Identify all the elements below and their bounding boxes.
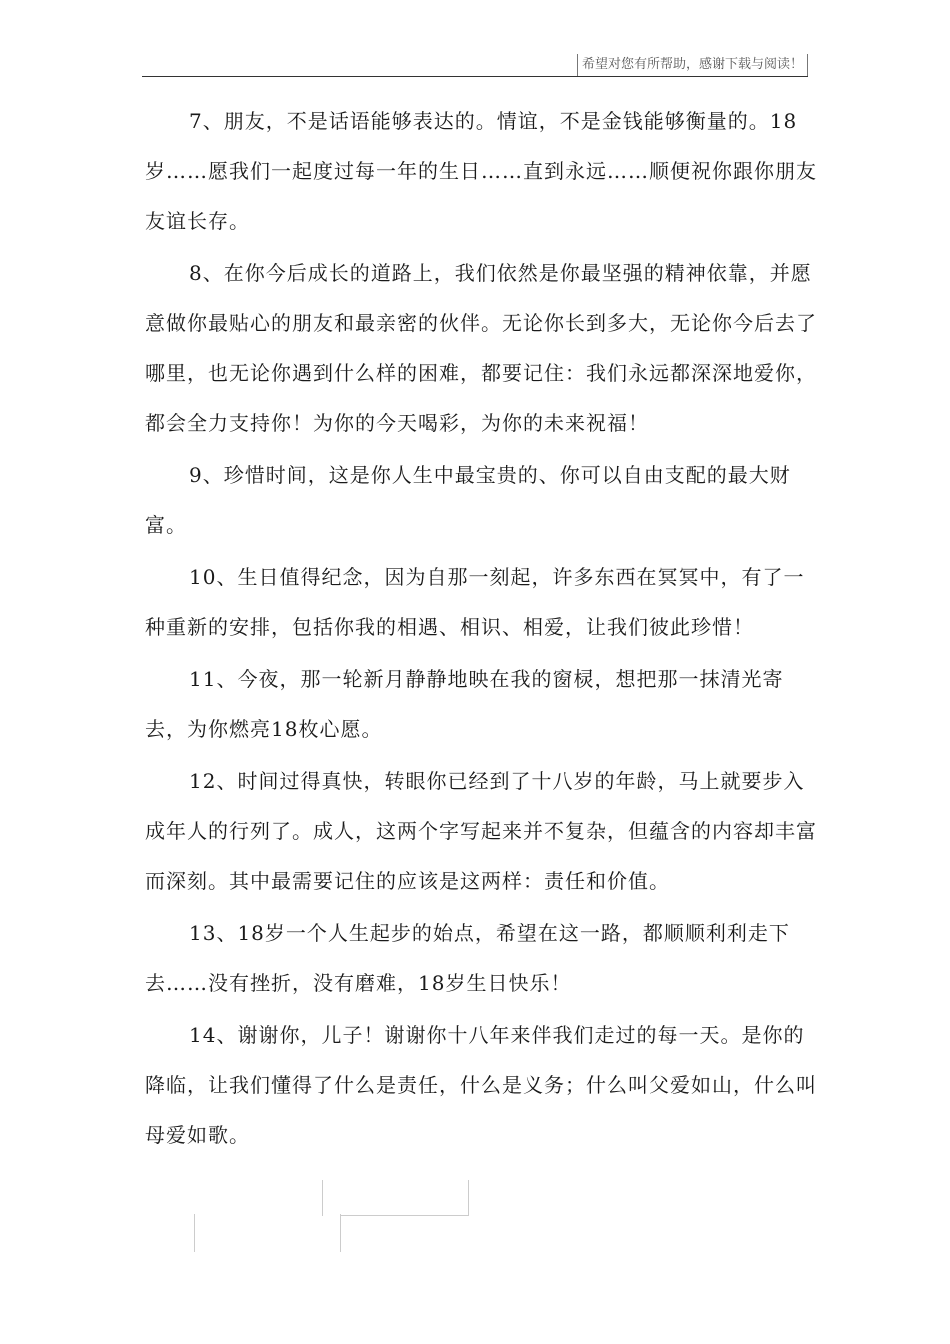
paragraph: 11、今夜，那一轮新月静静地映在我的窗棂，想把那一抹清光寄去，为你燃亮18枚心愿。 — [145, 667, 784, 741]
border-fragment — [468, 1180, 469, 1216]
document-body — [145, 96, 817, 1162]
border-fragment — [340, 1214, 341, 1252]
paragraph: 12、时间过得真快，转眼你已经到了十八岁的年龄，马上就要步入成年人的行列了。成人，这两个字写起来并不复杂，但蕴含的内容却丰富而深刻。其中最需要记住的应该是这两样：责任和价值。 — [145, 769, 817, 893]
border-fragment — [322, 1180, 323, 1216]
paragraph: 13、18岁一个人生起步的始点，希望在这一路，都顺顺利利走下去……没有挫折，没有磨难，18岁生日快乐！ — [145, 921, 790, 995]
header-note: 希望对您有所帮助，感谢下载与阅读！ — [577, 54, 808, 76]
paragraph: 9、珍惜时间，这是你人生中最宝贵的、你可以自由支配的最大财富。 — [145, 463, 791, 537]
paragraph: 14、谢谢你，儿子！谢谢你十八年来伴我们走过的每一天。是你的降临，让我们懂得了什么是责任，什么是义务；什么叫父爱如山，什么叫母爱如歌。 — [145, 1023, 817, 1147]
paragraph: 10、生日值得纪念，因为自那一刻起，许多东西在冥冥中，有了一种重新的安排，包括你我的相遇、相识、相爱，让我们彼此珍惜！ — [145, 565, 805, 639]
paragraph: 8、在你今后成长的道路上，我们依然是你最坚强的精神依靠，并愿意做你最贴心的朋友和最亲密的伙伴。无论你长到多大，无论你今后去了哪里，也无论你遇到什么样的困难，都要记住：我们永远都深深地爱你，都会全力支持你！为你的今天喝彩，为你的未来祝福！ — [145, 261, 817, 435]
paragraph: 7、朋友，不是话语能够表达的。情谊，不是金钱能够衡量的。18岁……愿我们一起度过每一年的生日……直到永远……顺便祝你跟你朋友友谊长存。 — [145, 109, 817, 233]
border-fragment — [340, 1215, 469, 1216]
header-rule — [142, 76, 808, 77]
border-fragment — [194, 1214, 195, 1252]
